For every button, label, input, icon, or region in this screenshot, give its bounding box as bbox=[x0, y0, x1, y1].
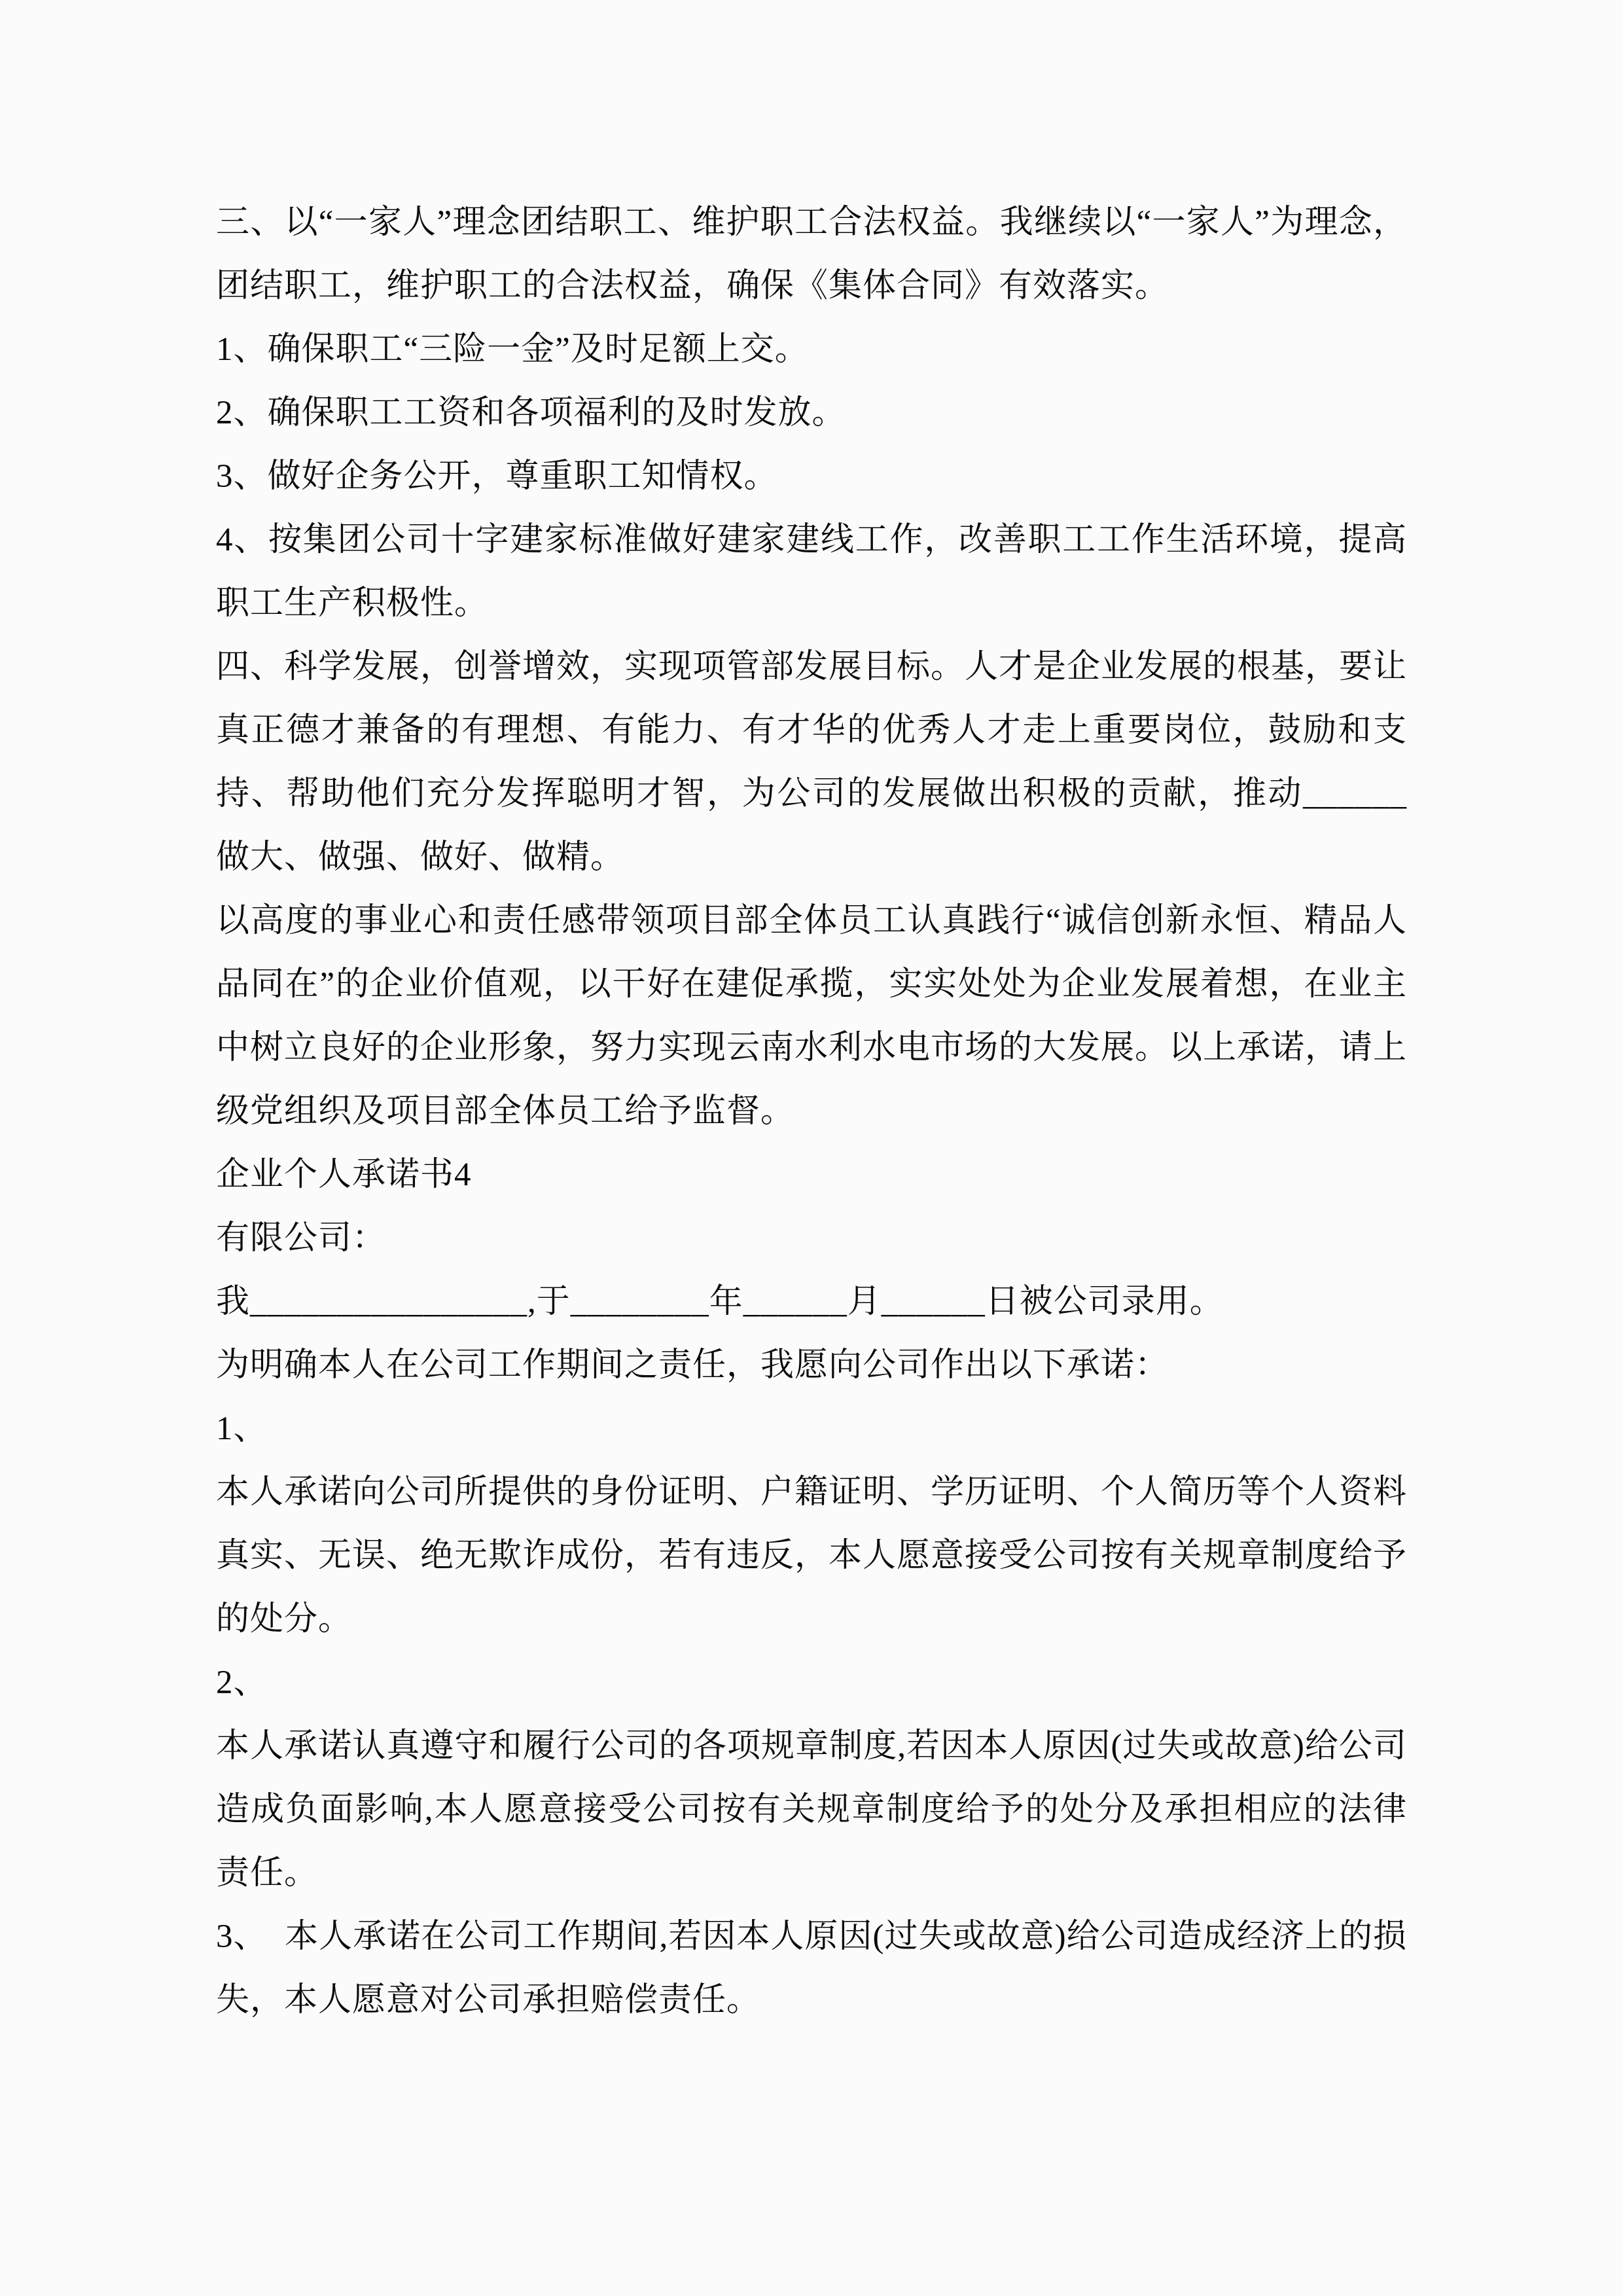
paragraph: 3、做好企务公开，尊重职工知情权。 bbox=[216, 458, 778, 495]
paragraph: 有限公司： bbox=[216, 1220, 387, 1257]
document-body bbox=[216, 191, 1407, 2032]
paragraph: 我________________,于________年______月______日被公司录用。 bbox=[216, 1283, 1224, 1320]
paragraph: 1、确保职工“三险一金”及时足额上交。 bbox=[216, 331, 809, 368]
paragraph: 4、按集团公司十字建家标准做好建家建线工作，改善职工工作生活环境，提高职工生产积极性。 bbox=[216, 522, 1407, 622]
paragraph: 1、 bbox=[216, 1410, 268, 1447]
paragraph: 本人承诺认真遵守和履行公司的各项规章制度,若因本人原因(过失或故意)给公司造成负面影响,本人愿意接受公司按有关规章制度给予的处分及承担相应的法律责任。 bbox=[216, 1728, 1407, 1892]
paragraph: 四、科学发展，创誉增效，实现项管部发展目标。人才是企业发展的根基，要让真正德才兼备的有理想、有能力、有才华的优秀人才走上重要岗位，鼓励和支持、帮助他们充分发挥聪明才智，为公司的发展做出积极的贡献，推动______做大、做强、做好、做精。 bbox=[216, 649, 1408, 876]
paragraph: 为明确本人在公司工作期间之责任，我愿向公司作出以下承诺： bbox=[216, 1347, 1169, 1384]
paragraph: 三、以“一家人”理念团结职工、维护职工合法权益。我继续以“一家人”为理念，团结职工，维护职工的合法权益，确保《集体合同》有效落实。 bbox=[216, 204, 1407, 304]
paragraph: 企业个人承诺书4 bbox=[216, 1157, 472, 1193]
paragraph: 2、确保职工工资和各项福利的及时发放。 bbox=[216, 395, 846, 431]
paragraph: 以高度的事业心和责任感带领项目部全体员工认真践行“诚信创新永恒、精品人品同在”的企业价值观，以干好在建促承揽，实实处处为企业发展着想，在业主中树立良好的企业形象，努力实现云南水利水电市场的大发展。以上承诺，请上级党组织及项目部全体员工给予监督。 bbox=[216, 903, 1408, 1130]
paragraph: 3、 本人承诺在公司工作期间,若因本人原因(过失或故意)给公司造成经济上的损失，本人愿意对公司承担赔偿责任。 bbox=[216, 1918, 1407, 2018]
paragraph: 本人承诺向公司所提供的身份证明、户籍证明、学历证明、个人简历等个人资料真实、无误、绝无欺诈成份，若有违反，本人愿意接受公司按有关规章制度给予的处分。 bbox=[216, 1474, 1408, 1638]
paragraph: 2、 bbox=[216, 1664, 268, 1701]
